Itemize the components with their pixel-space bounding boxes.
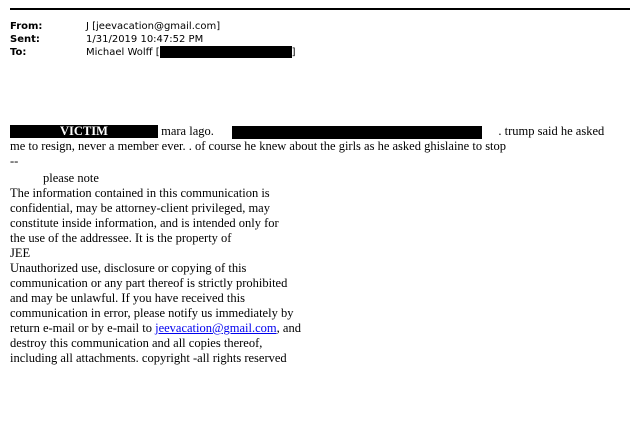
to-value xyxy=(86,46,296,59)
sent-value: 1/31/2019 10:47:52 PM xyxy=(86,34,204,45)
from-value: J [jeevacation@gmail.com] xyxy=(86,21,221,32)
sent-label: Sent: xyxy=(10,34,40,45)
message-line-1 xyxy=(10,124,604,139)
disclaimer-line: and may be unlawful. If you have received this xyxy=(10,291,245,305)
note-heading: please note xyxy=(43,171,99,185)
redaction-bar xyxy=(232,126,482,139)
disclaimer-line: The information contained in this communication is xyxy=(10,186,270,200)
message-text: . trump said he asked xyxy=(498,124,605,138)
disclaimer-line: including all attachments. copyright -all rights reserved xyxy=(10,351,287,365)
signature-separator: -- xyxy=(10,154,19,168)
victim-redaction: VICTIM xyxy=(10,125,158,138)
disclaimer xyxy=(10,186,301,366)
disclaimer-line: communication or any part thereof is strictly prohibited xyxy=(10,276,288,290)
from-label: From: xyxy=(10,21,43,32)
disclaimer-line xyxy=(10,321,301,336)
disclaimer-line: the use of the addressee. It is the property of xyxy=(10,231,232,245)
disclaimer-line: confidential, may be attorney-client privileged, may xyxy=(10,201,270,215)
disclaimer-line: communication in error, please notify us immediately by xyxy=(10,306,294,320)
to-name: Michael Wolff [ xyxy=(86,47,160,58)
disclaimer-line: destroy this communication and all copies thereof, xyxy=(10,336,263,350)
redaction-bar xyxy=(160,46,292,58)
message-line-2: me to resign, never a member ever. . of course he knew about the girls as he asked ghislaine to stop xyxy=(10,139,507,153)
return-suffix: , and xyxy=(276,321,301,335)
message-text: mara lago. xyxy=(161,124,214,138)
to-label: To: xyxy=(10,47,27,58)
return-prefix: return e-mail or by e-mail to xyxy=(10,321,156,335)
email-link[interactable]: jeevacation@gmail.com xyxy=(155,321,277,335)
to-close: ] xyxy=(291,47,296,58)
top-rule xyxy=(10,8,630,10)
disclaimer-line: JEE xyxy=(10,246,31,260)
disclaimer-line: Unauthorized use, disclosure or copying of this xyxy=(10,261,247,275)
disclaimer-line: constitute inside information, and is intended only for xyxy=(10,216,279,230)
